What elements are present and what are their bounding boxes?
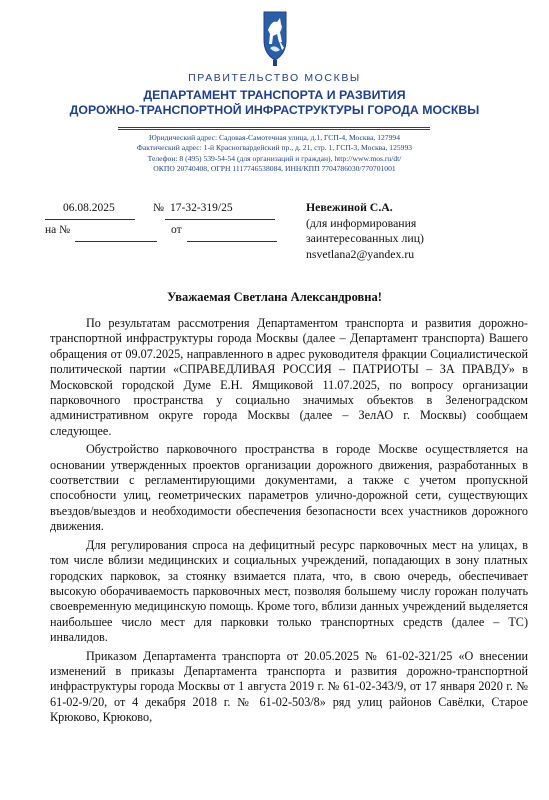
recipient-name: Невежиной С.А. — [306, 200, 393, 214]
registration-block — [45, 202, 285, 246]
header-divider — [118, 127, 430, 128]
header-divider-double — [118, 129, 430, 130]
recipient-email: nsvetlana2@yandex.ru — [306, 246, 415, 261]
registration-row-date — [45, 202, 285, 224]
legal-address: Юридический адрес: Садовая-Самотечная улица, д.1, ГСП-4, Москва, 127994 — [149, 133, 400, 142]
number-underline — [165, 219, 275, 220]
actual-address: Фактический адрес: 1-й Красногвардейский пр., д. 21, стр. 1, ГСП-3, Москва, 125993 — [136, 143, 413, 153]
letter-body — [50, 316, 528, 729]
paragraph-3: Для регулирования спроса на дефицитный ресурс парковочных мест на улицах, в том числе вблизи медицинских и социальных учреждений, попадающих в зону платных городских парковок, за стоянку взимается плата, что, в свою очередь, обеспечивает высокую оборачиваемость парковочных мест, позволяя большему числу горожан получать своевременную медицинскую помощь. Кроме того, вблизи данных учреждений выделяется наибольшее число мест для парковки только транспортных средств (далее – ТС) инвалидов. — [50, 537, 528, 645]
paragraph-2: Обустройство парковочного пространства в городе Москве осуществляется на основании утвержденных проектов организации дорожного движения, разработанных в соответствии с регламентирующими документами, а также с учетом пропускной способности улиц, геометрических параметров улично-дорожной сети, существующих въездов/выездов и необходимости обеспечения безопасности всех участников дорожного движения. — [50, 442, 528, 534]
recipient-block — [306, 200, 424, 262]
reference-date-underline — [187, 241, 277, 242]
reference-from-label: от — [171, 224, 182, 236]
recipient-note-line1: (для информирования — [306, 215, 417, 230]
contact-phone: Телефон: 8 (495) 539-54-54 (для организаций и граждан), http://www.mos.ru/dt/ — [147, 153, 402, 163]
greeting: Уважаемая Светлана Александровна! — [167, 290, 382, 304]
reference-underline — [75, 241, 157, 242]
header-address-block — [0, 133, 549, 175]
department-title-line1: ДЕПАРТАМЕНТ ТРАНСПОРТА И РАЗВИТИЯ — [143, 88, 406, 102]
registration-date: 06.08.2025 — [63, 202, 115, 214]
moscow-coat-of-arms-icon — [260, 10, 290, 68]
date-underline — [45, 219, 135, 220]
paragraph-1: По результатам рассмотрения Департаментом транспорта и развития дорожно-транспортной инфраструктуры города Москвы (далее – Департамент транспорта) Вашего обращения от 09.07.2025, направленного в адрес руководителя фракции Социалистической политической партии «СПРАВЕДЛИВАЯ РОССИЯ – ПАТРИОТЫ – ЗА ПРАВДУ» в Московской городской Думе Е.Н. Ямщиковой 11.07.2025, по вопросу организации парковочного пространства у социально значимых объектов в Зеленоградском административном округе города Москвы (далее – ЗелАО г. Москвы) сообщаем следующее. — [50, 316, 528, 438]
department-title-line2: ДОРОЖНО-ТРАНСПОРТНОЙ ИНФРАСТРУКТУРЫ ГОРОДА МОСКВЫ — [69, 103, 480, 117]
paragraph-4: Приказом Департамента транспорта от 20.05.2025 № 61-02-321/25 «О внесении изменений в приказы Департамента транспорта и развития дорожно-транспортной инфраструктуры города Москвы от 1 августа 2019 г. № 61-02-343/9, от 17 января 2020 г. № 61-02-9/20, от 4 декабря 2018 г. № 61-02-503/8» ряд улиц районов Савёлки, Старое Крюково, Крюково, — [50, 648, 528, 725]
registration-codes: ОКПО 20740408, ОГРН 1117746538084, ИНН/КПП 7704786030/770701001 — [153, 164, 396, 174]
reference-label: на № — [45, 224, 71, 236]
government-title: ПРАВИТЕЛЬСТВО МОСКВЫ — [188, 72, 361, 84]
registration-number-label: № — [153, 202, 164, 214]
recipient-note-line2: заинтересованных лиц) — [306, 231, 424, 245]
department-title — [0, 88, 549, 118]
registration-row-ref — [45, 224, 285, 246]
registration-number: 17-32-319/25 — [170, 202, 233, 214]
